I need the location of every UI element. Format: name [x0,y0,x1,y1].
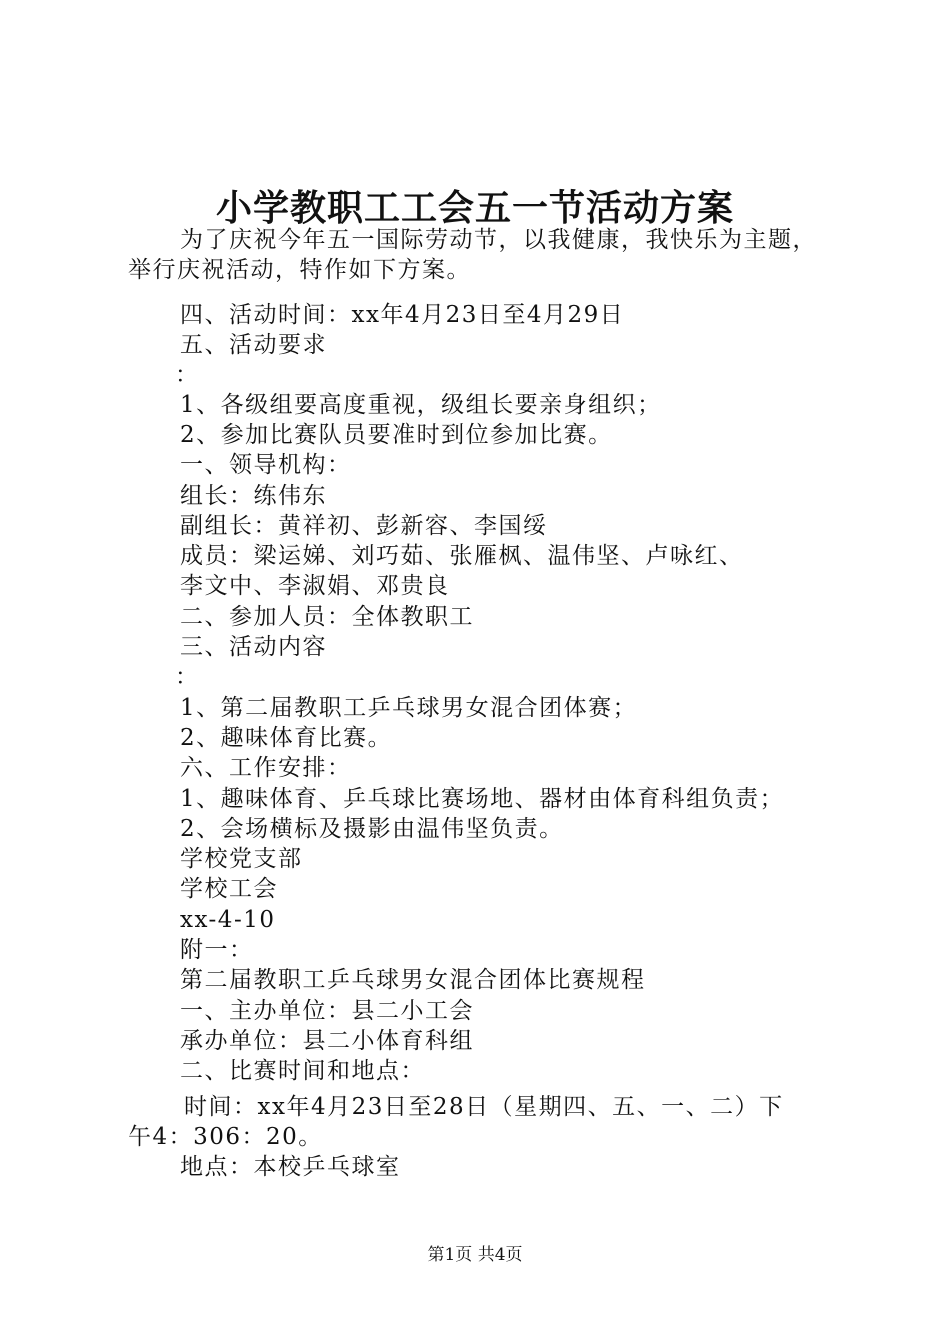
list-item: 1、各级组要高度重视，级组长要亲身组织； [180,392,662,418]
paragraph-line: 举行庆祝活动，特作如下方案。 [128,257,471,283]
list-item: 2、会场横标及摄影由温伟坚负责。 [180,816,564,842]
list-item: 承办单位：县二小体育科组 [180,1028,474,1054]
signature-line: 学校工会 [180,876,278,902]
section-heading: 四、活动时间：xx年4月23日至4月29日 [180,302,625,328]
section-heading: 一、领导机构： [180,452,352,478]
list-item: 组长：练伟东 [180,483,327,509]
appendix-label: 附一： [180,937,254,963]
list-item: 李文中、李淑娟、邓贵良 [180,573,450,599]
document-title: 小学教职工工会五一节活动方案 [215,187,734,229]
section-heading: 五、活动要求 [180,332,327,358]
page-number-footer: 第1页 共4页 [427,1245,523,1265]
appendix-title: 第二届教职工乒乓球男女混合团体比赛规程 [180,967,646,993]
paragraph-line: 午4：306：20。 [128,1124,323,1150]
colon-line: ： [175,362,200,388]
paragraph-line: 为了庆祝今年五一国际劳动节，以我健康，我快乐为主题， [180,227,817,253]
section-heading: 一、主办单位：县二小工会 [180,998,474,1024]
list-item: 成员：梁运娣、刘巧茹、张雁枫、温伟坚、卢咏红、 [180,543,744,569]
list-item: 1、第二届教职工乒乓球男女混合团体赛； [180,695,638,721]
section-heading: 三、活动内容 [180,634,327,660]
list-item: 副组长：黄祥初、彭新容、李国绥 [180,513,548,539]
section-heading: 六、工作安排： [180,755,352,781]
section-heading: 二、参加人员：全体教职工 [180,604,474,630]
signature-line: 学校党支部 [180,846,303,872]
list-item: 2、趣味体育比赛。 [180,725,393,751]
paragraph-line: 地点：本校乒乓球室 [180,1154,401,1180]
paragraph-line: 时间：xx年4月23日至28日（星期四、五、一、二）下 [184,1094,784,1120]
date-line: xx-4-10 [180,907,276,933]
colon-line: ： [175,664,200,690]
list-item: 1、趣味体育、乒乓球比赛场地、器材由体育科组负责； [180,786,785,812]
section-heading: 二、比赛时间和地点： [180,1058,425,1084]
list-item: 2、参加比赛队员要准时到位参加比赛。 [180,422,613,448]
